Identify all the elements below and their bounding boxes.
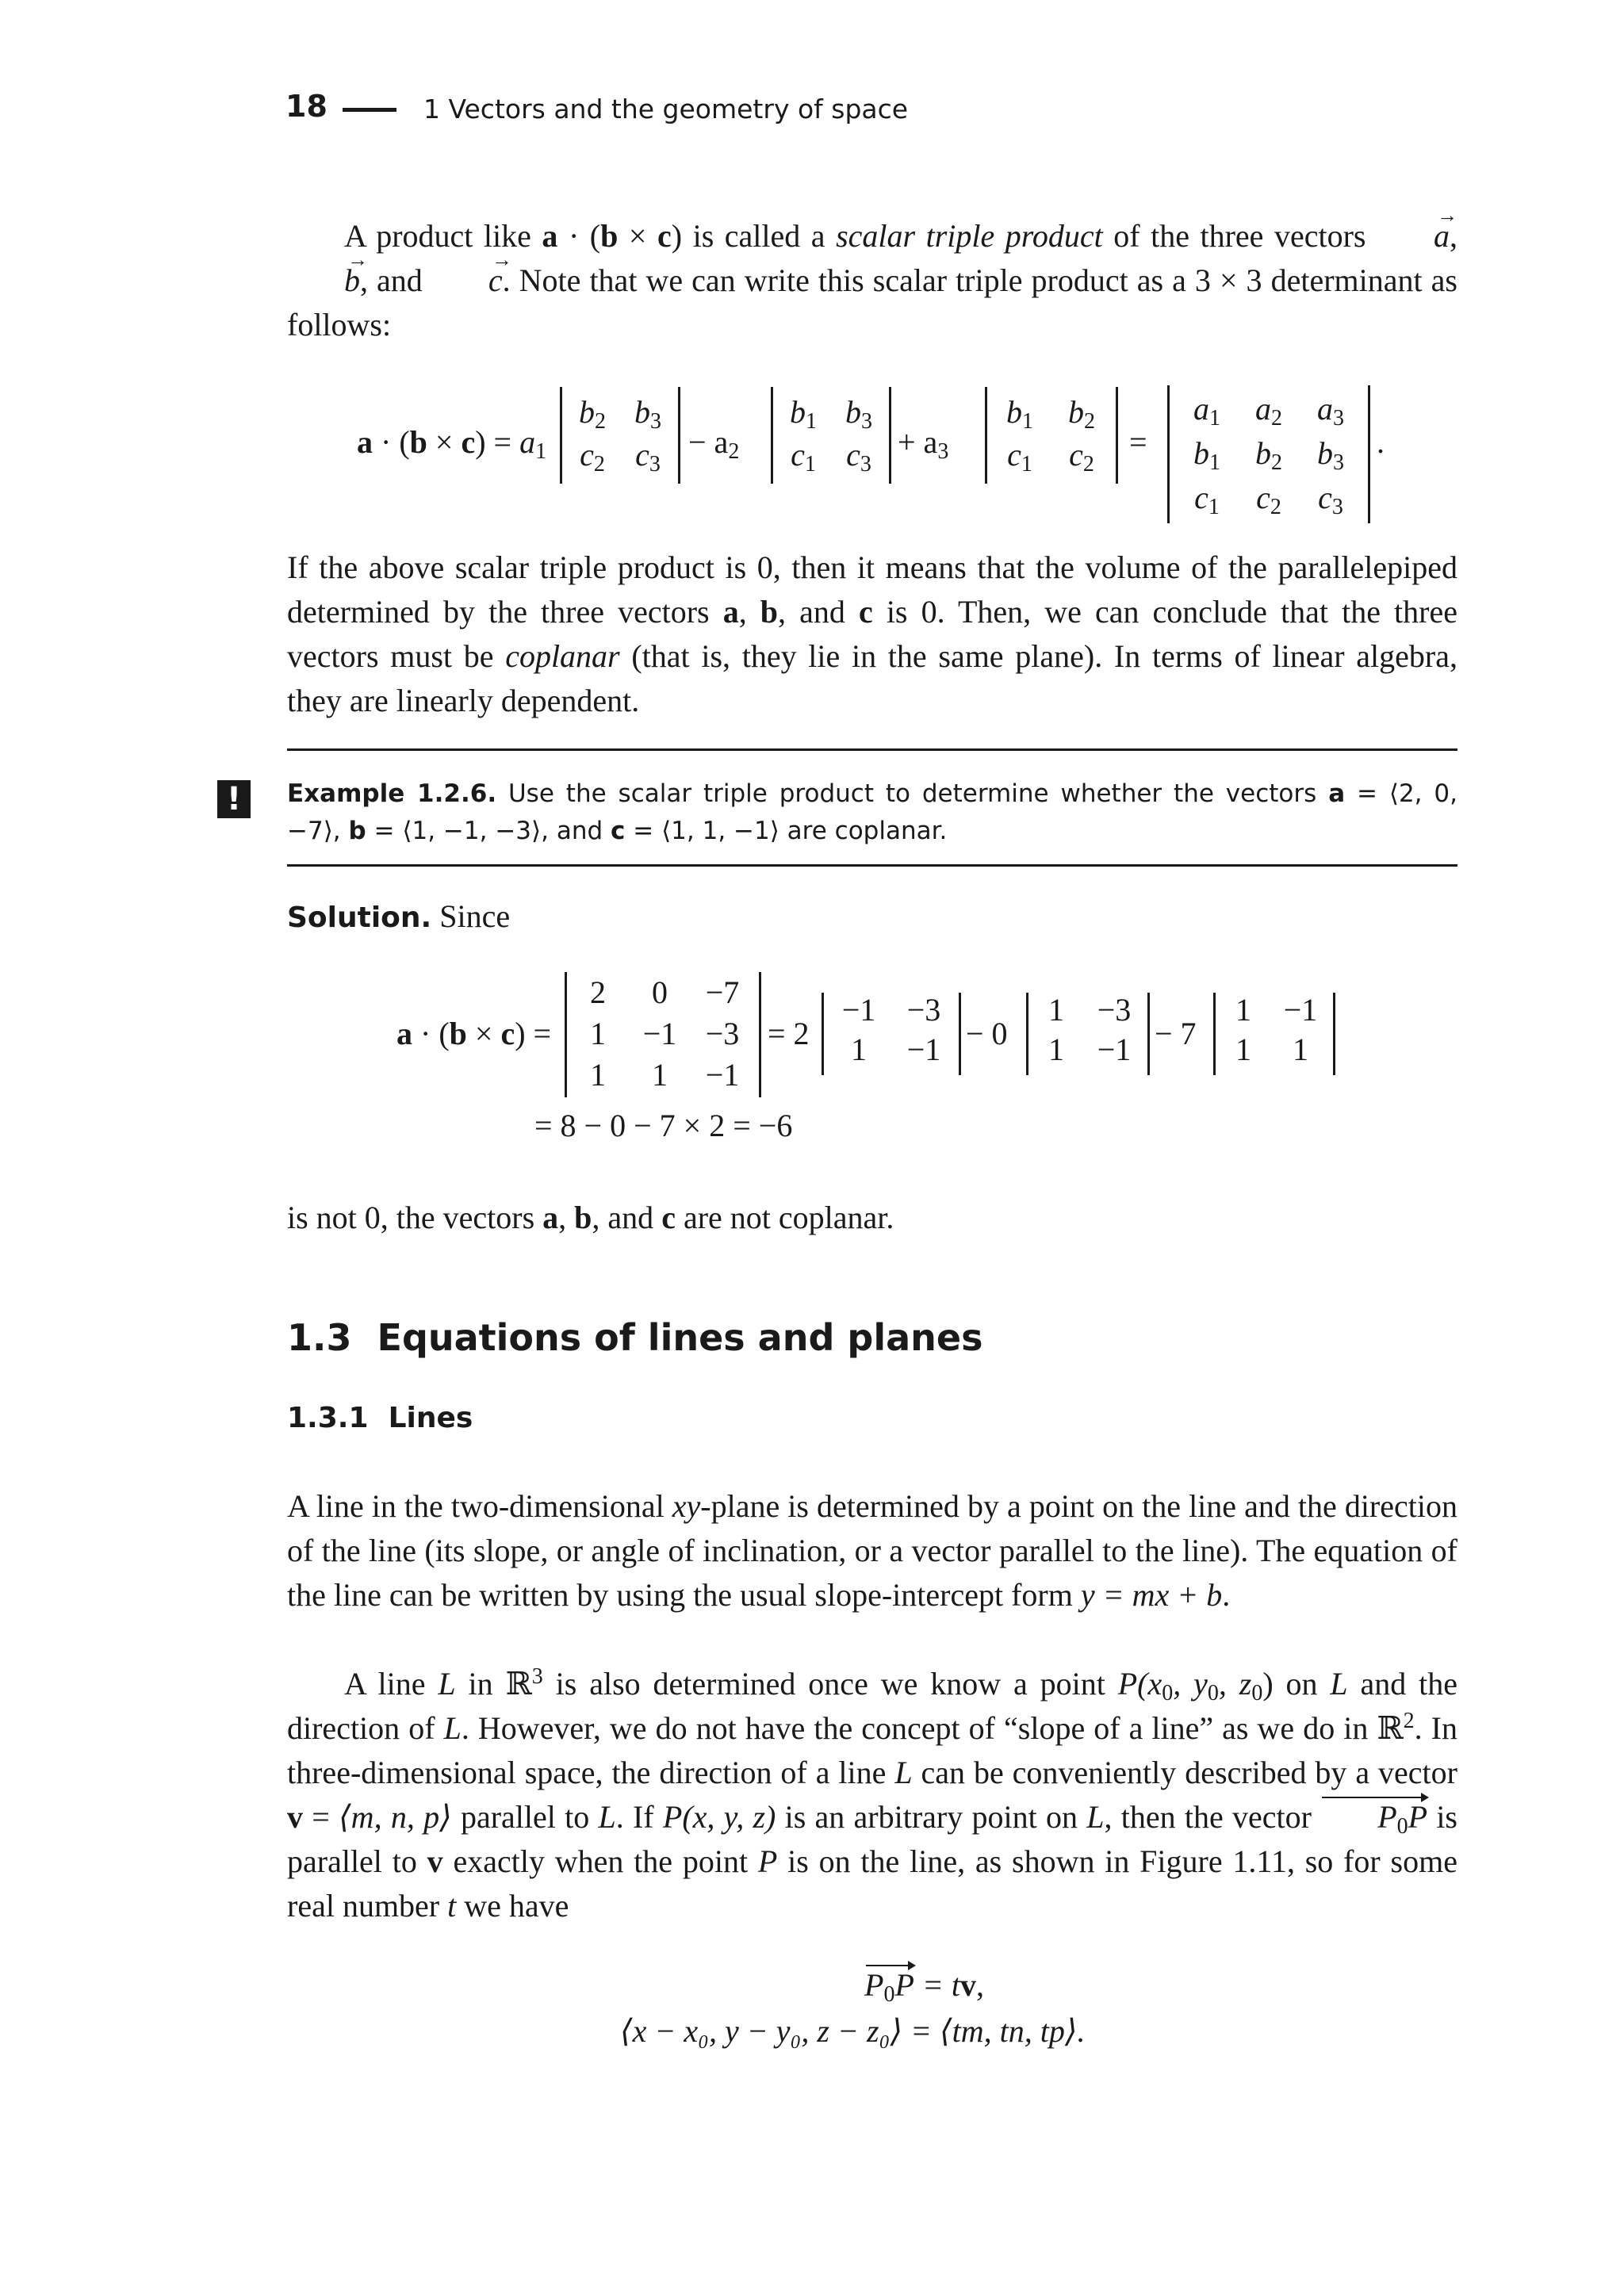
paragraph-line-in-r3: A line L in ℝ$^3$ is also determined once we know a point $P(x_0$, $y_0$, $z_0$) on L and the direction of L. However, we do not have the concept of “slope of a line” as we do in ℝ$^2$. In three-dimensional space, the direction of a line L can be conveniently described by a vector v = ⟨m, n, p⟩ parallel to L. If P(x, y, z) is an arbitrary point on L, then the vector $P_0P$ is parallel to v exactly when the point P is on the line, as shown in Figure 1.11, so for some real number t we have xyxy=(287,1664,1458,1924)
chapter-title: 1 Vectors and the geometry of space xyxy=(423,94,909,124)
det-3x3-abc: $a_1$ $a_2$ $a_3$ $b_1$ $b_2$ $b_3$ $c_1$ $c_2$ $c_3$ xyxy=(1167,385,1370,523)
exclamation-icon: ! xyxy=(217,780,251,818)
eq3-line1: $P_0P$ = tv, xyxy=(864,1963,984,2008)
eq1-lhs: $a \cdot (b \times c) = a_1$ xyxy=(357,424,547,464)
det-2x2-third: 1 −1 1 1 xyxy=(1213,993,1335,1075)
example-1-2-6: Example 1.2.6. Use the scalar triple product to determine whether the vectors a = ⟨2, 0, −7⟩, b = ⟨1, −1, −3⟩, and c = ⟨1, 1, −1⟩ are coplanar. xyxy=(287,779,1457,845)
eq1-minus-a2: − $a_2$ xyxy=(688,424,740,464)
eq2-result: = 8 − 0 − 7 × 2 = −6 xyxy=(534,1108,793,1143)
subsection-heading: 1.3.1 Lines xyxy=(287,1402,473,1434)
vector-p0p: $P_0P$ xyxy=(1320,1795,1427,1839)
paragraph-coplanar: If the above scalar triple product is 0, then it means that the volume of the parallelepiped determined by the three vectors a, b, and c is 0. Then, we can conclude that the three vectors must be coplanar (that is, they lie in the same plane). In terms of linear algebra, they are linearly dependent. xyxy=(287,549,1457,718)
eq1-period: . xyxy=(1377,424,1385,460)
eq2-minus-0: − 0 xyxy=(966,1016,1008,1051)
eq2-lhs: a · (b × c) = xyxy=(396,1016,552,1051)
det-2x2-second: 1 −3 1 −1 xyxy=(1026,993,1150,1075)
eq1-equals: = xyxy=(1129,424,1147,460)
eq1-plus-a3: + $a_3$ xyxy=(898,424,949,464)
det-2x2-first: −1 −3 1 −1 xyxy=(822,993,961,1075)
det-3x3-numeric: 2 0 −7 1 −1 −3 1 1 −1 xyxy=(565,972,761,1097)
example-bottom-rule xyxy=(287,864,1457,867)
section-heading: 1.3 Equations of lines and planes xyxy=(287,1316,983,1359)
eq3-line2: ⟨x − x₀, y − y₀, z − z₀⟩ = ⟨tm, tn, tp⟩. xyxy=(620,2013,1086,2049)
example-top-rule xyxy=(287,748,1457,751)
paragraph-scalar-triple-product: A product like a · (b × c) is called a scalar triple product of the three vectors a →, b →, and c →. Note that we can write this scalar triple product as a 3 × 3 determinant as follows: xyxy=(287,214,1457,347)
eq2-equals-2: = 2 xyxy=(768,1016,810,1051)
header-rule xyxy=(343,108,396,112)
det-b1b3c1c3: $b_1$ $b_3$ $c_1$ $c_3$ xyxy=(771,387,891,484)
eq2-minus-7: − 7 xyxy=(1155,1016,1197,1051)
det-b1b2c1c2: $b_1$ $b_2$ $c_1$ $c_2$ xyxy=(985,387,1118,484)
solution-intro: Solution. Since xyxy=(287,898,511,934)
paragraph-line-in-plane: A line in the two-dimensional xy-plane is determined by a point on the line and the direction of the line (its slope, or angle of inclination, or a vector parallel to the line). The equation of the line can be written by using the usual slope-intercept form y = mx + b. xyxy=(287,1488,1457,1613)
page-number: 18 xyxy=(285,89,327,124)
det-b2b3c2c3: $b_2$ $b_3$ $c_2$ $c_3$ xyxy=(560,387,680,484)
paragraph-not-coplanar: is not 0, the vectors a, b, and c are not coplanar. xyxy=(287,1200,894,1235)
